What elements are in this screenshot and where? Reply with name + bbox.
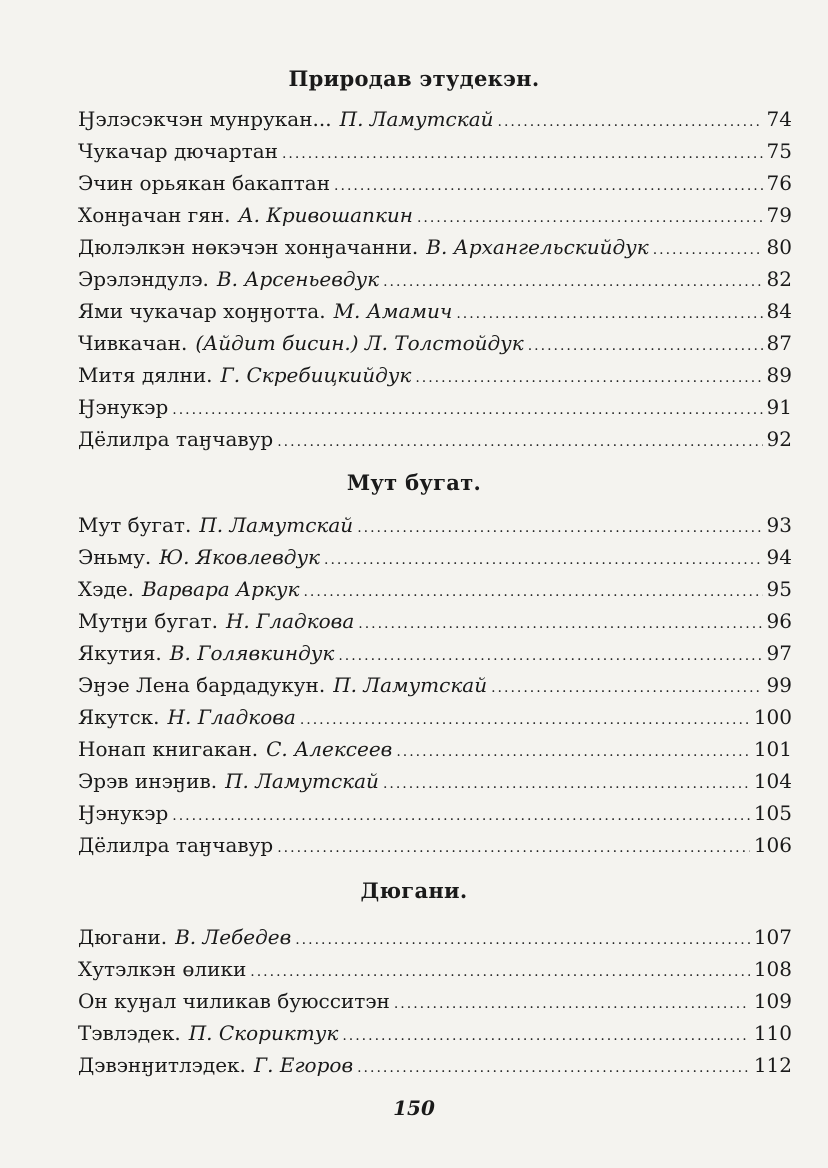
leader-dots xyxy=(357,513,762,543)
leader-dots xyxy=(383,769,750,799)
entry-author: В. Лебедев xyxy=(175,925,292,949)
toc-entry xyxy=(78,830,792,860)
entry-author: (Айдит бисин.) Л. Толстойдук xyxy=(195,331,524,355)
leader-dots xyxy=(396,737,750,767)
entry-title: Хонӈачан гян. xyxy=(78,203,231,227)
entry-title: Ӈэлэсэкчэн мунрукан... xyxy=(78,107,332,131)
entry-page: 105 xyxy=(753,801,792,825)
toc-entry xyxy=(78,638,792,668)
leader-dots xyxy=(358,609,762,639)
entry-page: 74 xyxy=(766,107,792,131)
leader-dots xyxy=(277,833,750,863)
leader-dots xyxy=(383,267,762,297)
leader-dots xyxy=(250,957,750,987)
leader-dots xyxy=(394,989,750,1019)
entry-title: Хутэлкэн өлики xyxy=(78,957,247,981)
entry-title: Чукачар дючартан xyxy=(78,139,278,163)
toc-entry xyxy=(78,1018,792,1048)
toc-entry xyxy=(78,424,792,454)
leader-dots xyxy=(324,545,763,575)
toc-entry xyxy=(78,702,792,732)
entry-title: Чивкачан. xyxy=(78,331,188,355)
toc-entry xyxy=(78,954,792,984)
entry-title: Эньму. xyxy=(78,545,152,569)
entry-page: 97 xyxy=(766,641,792,665)
leader-dots xyxy=(491,673,762,703)
entry-author: П. Скориктук xyxy=(188,1021,339,1045)
leader-dots xyxy=(172,801,750,831)
entry-title: Ӈэнукэр xyxy=(78,801,169,825)
toc-entry xyxy=(78,264,792,294)
entry-page: 107 xyxy=(753,925,792,949)
toc-entry xyxy=(78,766,792,796)
leader-dots xyxy=(357,1053,750,1083)
entry-title: Эрэв инэӈив. xyxy=(78,769,218,793)
toc-entry xyxy=(78,136,792,166)
entry-author: В. Голявкиндук xyxy=(169,641,335,665)
toc-entry xyxy=(78,104,792,134)
entry-page: 100 xyxy=(753,705,792,729)
section-title: Природав этудекэн. xyxy=(288,66,540,91)
entry-title: Мут бугат. xyxy=(78,513,192,537)
entry-author: Варвара Аркук xyxy=(141,577,300,601)
leader-dots xyxy=(342,1021,750,1051)
toc-entry xyxy=(78,798,792,828)
toc-entry xyxy=(78,1050,792,1080)
section-title: Дюгани. xyxy=(360,878,468,903)
entry-author: П. Ламутскай xyxy=(199,513,354,537)
entry-title: Тэвлэдек. xyxy=(78,1021,181,1045)
entry-page: 110 xyxy=(753,1021,792,1045)
entry-title: Эрэлэндулэ. xyxy=(78,267,209,291)
entry-page: 104 xyxy=(753,769,792,793)
entry-title: Дёлилра таӈчавур xyxy=(78,427,274,451)
entry-page: 84 xyxy=(766,299,792,323)
entry-title: Ями чукачар хоӈӈотта. xyxy=(78,299,326,323)
entry-title: Дёлилра таӈчавур xyxy=(78,833,274,857)
entry-author: В. Архангельскийдук xyxy=(426,235,649,259)
entry-page: 95 xyxy=(766,577,792,601)
entry-page: 93 xyxy=(766,513,792,537)
entry-title: Он куӈал чиликав буюсситэн xyxy=(78,989,390,1013)
toc-entry xyxy=(78,574,792,604)
toc-entry xyxy=(78,542,792,572)
entry-author: С. Алексеев xyxy=(266,737,393,761)
section-title: Мут бугат. xyxy=(346,470,482,495)
leader-dots xyxy=(653,235,763,265)
entry-title: Митя дялни. xyxy=(78,363,213,387)
entry-title: Якутск. xyxy=(78,705,160,729)
toc-entry xyxy=(78,670,792,700)
entry-author: Г. Скребицкийдук xyxy=(220,363,412,387)
entry-author: П. Ламутскай xyxy=(333,673,488,697)
entry-page: 79 xyxy=(766,203,792,227)
leader-dots xyxy=(277,427,762,457)
leader-dots xyxy=(303,577,762,607)
entry-page: 80 xyxy=(766,235,792,259)
entry-page: 75 xyxy=(766,139,792,163)
toc-entry xyxy=(78,296,792,326)
leader-dots xyxy=(338,641,762,671)
entry-title: Эӈэе Лена бардадукун. xyxy=(78,673,326,697)
entry-page: 92 xyxy=(766,427,792,451)
leader-dots xyxy=(282,139,763,169)
entry-title: Дэвэнӈитлэдек. xyxy=(78,1053,246,1077)
entry-title: Якутия. xyxy=(78,641,162,665)
toc-entry xyxy=(78,328,792,358)
entry-author: Н. Гладкова xyxy=(225,609,355,633)
entry-page: 82 xyxy=(766,267,792,291)
leader-dots xyxy=(295,925,750,955)
entry-author: Г. Егоров xyxy=(253,1053,354,1077)
entry-title: Ӈэнукэр xyxy=(78,395,169,419)
entry-author: М. Амамич xyxy=(333,299,453,323)
entry-title: Эчин орьякан бакаптан xyxy=(78,171,331,195)
leader-dots xyxy=(456,299,762,329)
leader-dots xyxy=(334,171,763,201)
entry-title: Дюгани. xyxy=(78,925,168,949)
entry-page: 91 xyxy=(766,395,792,419)
entry-page: 112 xyxy=(753,1053,792,1077)
leader-dots xyxy=(415,363,762,393)
entry-title: Дюлэлкэн нөкэчэн хонӈачанни. xyxy=(78,235,419,259)
page-number: 150 xyxy=(393,1096,435,1120)
leader-dots xyxy=(172,395,762,425)
entry-author: Н. Гладкова xyxy=(167,705,296,729)
entry-author: П. Ламутскай xyxy=(339,107,494,131)
toc-entry xyxy=(78,392,792,422)
leader-dots xyxy=(528,331,763,361)
toc-entry xyxy=(78,606,792,636)
toc-entry xyxy=(78,168,792,198)
entry-page: 101 xyxy=(753,737,792,761)
entry-author: П. Ламутскай xyxy=(225,769,379,793)
entry-title: Хэде. xyxy=(78,577,134,601)
toc-entry xyxy=(78,510,792,540)
entry-page: 94 xyxy=(766,545,792,569)
toc-entry xyxy=(78,922,792,952)
entry-page: 87 xyxy=(766,331,792,355)
entry-page: 108 xyxy=(753,957,792,981)
entry-page: 89 xyxy=(766,363,792,387)
entry-page: 96 xyxy=(766,609,792,633)
entry-author: А. Кривошапкин xyxy=(238,203,413,227)
entry-page: 76 xyxy=(766,171,792,195)
entry-page: 109 xyxy=(753,989,792,1013)
leader-dots xyxy=(498,107,763,137)
entry-author: В. Арсеньевдук xyxy=(216,267,380,291)
toc-entry xyxy=(78,986,792,1016)
entry-page: 106 xyxy=(753,833,792,857)
entry-title: Мутӈи бугат. xyxy=(78,609,218,633)
toc-entry xyxy=(78,734,792,764)
entry-title: Нонап книгакан. xyxy=(78,737,259,761)
toc-entry xyxy=(78,200,792,230)
leader-dots xyxy=(300,705,750,735)
entry-author: Ю. Яковлевдук xyxy=(159,545,320,569)
entry-page: 99 xyxy=(766,673,792,697)
toc-entry xyxy=(78,232,792,262)
leader-dots xyxy=(417,203,763,233)
toc-entry xyxy=(78,360,792,390)
